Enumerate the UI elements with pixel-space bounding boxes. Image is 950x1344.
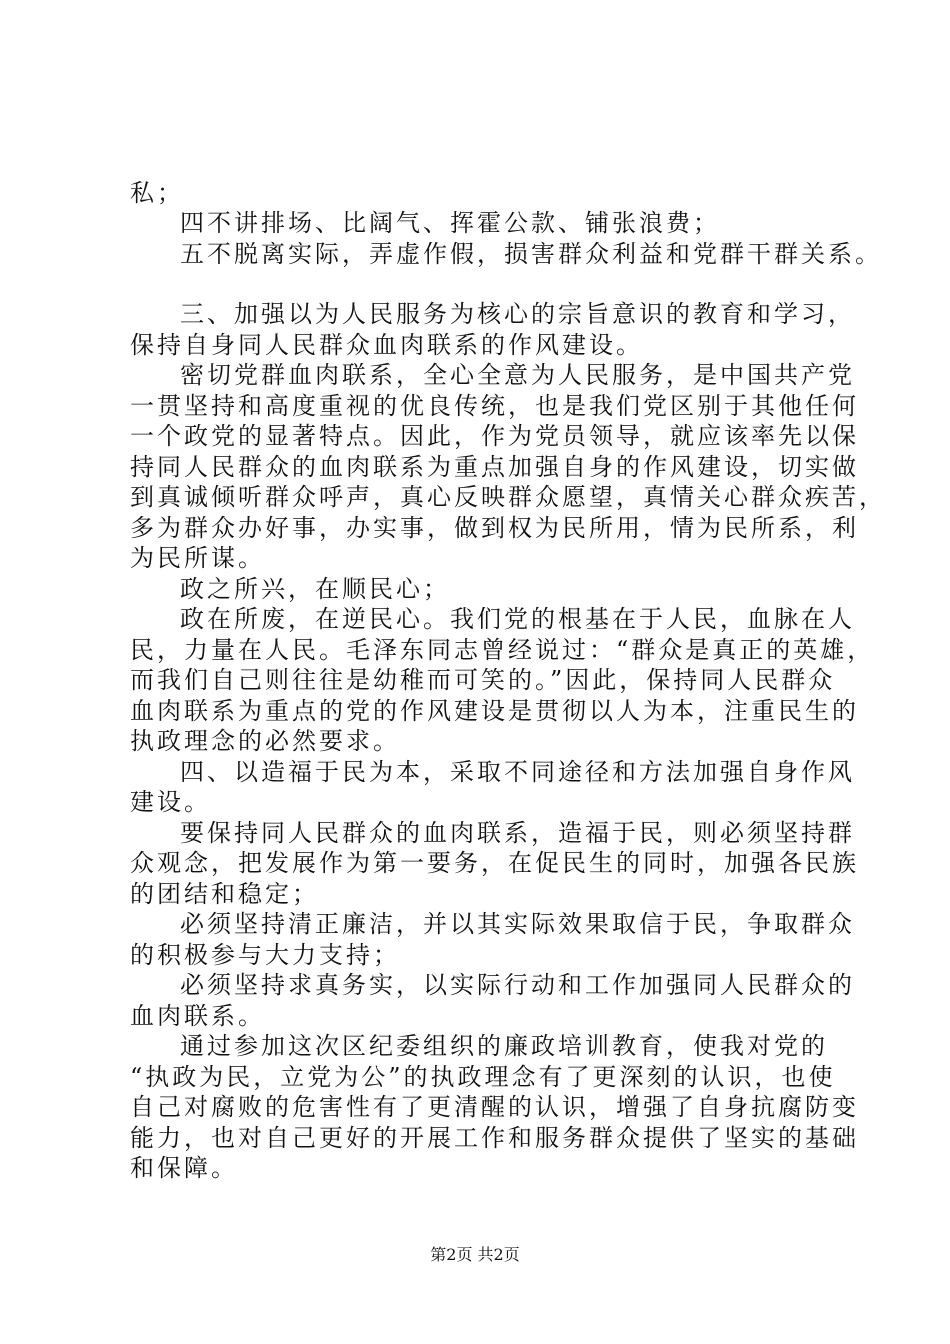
text-line: 密切党群血肉联系，全心全意为人民服务，是中国共产党 [180,361,855,389]
page-number-footer: 第2页 共2页 [430,1245,520,1264]
text-line: 多为群众办好事，办实事，做到权为民所用，情为民所系，利 [130,514,859,542]
text-line: 而我们自己则往往是幼稚而可笑的。”因此，保持同人民群众 [130,666,836,694]
section-heading: 保持自身同人民群众血肉联系的作风建设。 [130,331,643,359]
text-line: 政在所废，在逆民心。我们党的根基在于人民，血脉在人 [180,605,855,633]
text-line: 能力，也对自己更好的开展工作和服务群众提供了坚实的基础 [130,1124,859,1152]
text-line: 民，力量在人民。毛泽东同志曾经说过：“群众是真正的英雄， [130,636,875,664]
text-line: 要保持同人民群众的血肉联系，造福于民，则必须坚持群 [180,819,855,847]
text-line: 五不脱离实际，弄虚作假，损害群众利益和党群干群关系。 [180,240,882,268]
text-line: 血肉联系。 [130,1002,265,1030]
text-line: 执政理念的必然要求。 [130,727,400,755]
text-line: 持同人民群众的血肉联系为重点加强自身的作风建设，切实做 [130,453,859,481]
text-line: 血肉联系为重点的党的作风建设是贯彻以人为本，注重民生的 [130,697,859,725]
section-heading: 建设。 [130,788,211,816]
text-line: 众观念，把发展作为第一要务，在促民生的同时，加强各民族 [130,849,859,877]
text-line: 必须坚持求真务实，以实际行动和工作加强同人民群众的 [180,971,855,999]
section-heading: 四、以造福于民为本，采取不同途径和方法加强自身作风 [180,758,855,786]
section-heading: 三、加强以为人民服务为核心的宗旨意识的教育和学习， [180,300,855,328]
text-line: 必须坚持清正廉洁，并以其实际效果取信于民，争取群众 [180,910,855,938]
text-line: “执政为民，立党为公”的执政理念有了更深刻的认识，也使 [130,1063,836,1091]
text-line: 自己对腐败的危害性有了更清醒的认识，增强了自身抗腐防变 [130,1093,859,1121]
text-line: 私； [130,179,184,207]
text-line: 和保障。 [130,1154,238,1182]
text-line: 通过参加这次区纪委组织的廉政培训教育，使我对党的 [180,1032,828,1060]
text-line: 的团结和稳定； [130,880,319,908]
text-line: 四不讲排场、比阔气、挥霍公款、铺张浪费； [180,209,720,237]
text-line: 一个政党的显著特点。因此，作为党员领导，就应该率先以保 [130,422,859,450]
text-line: 为民所谋。 [130,544,265,572]
text-line: 一贯坚持和高度重视的优良传统，也是我们党区别于其他任何 [130,392,859,420]
text-line: 的积极参与大力支持； [130,941,400,969]
text-line: 到真诚倾听群众呼声，真心反映群众愿望，真情关心群众疾苦， [130,483,886,511]
text-line: 政之所兴，在顺民心； [180,575,450,603]
